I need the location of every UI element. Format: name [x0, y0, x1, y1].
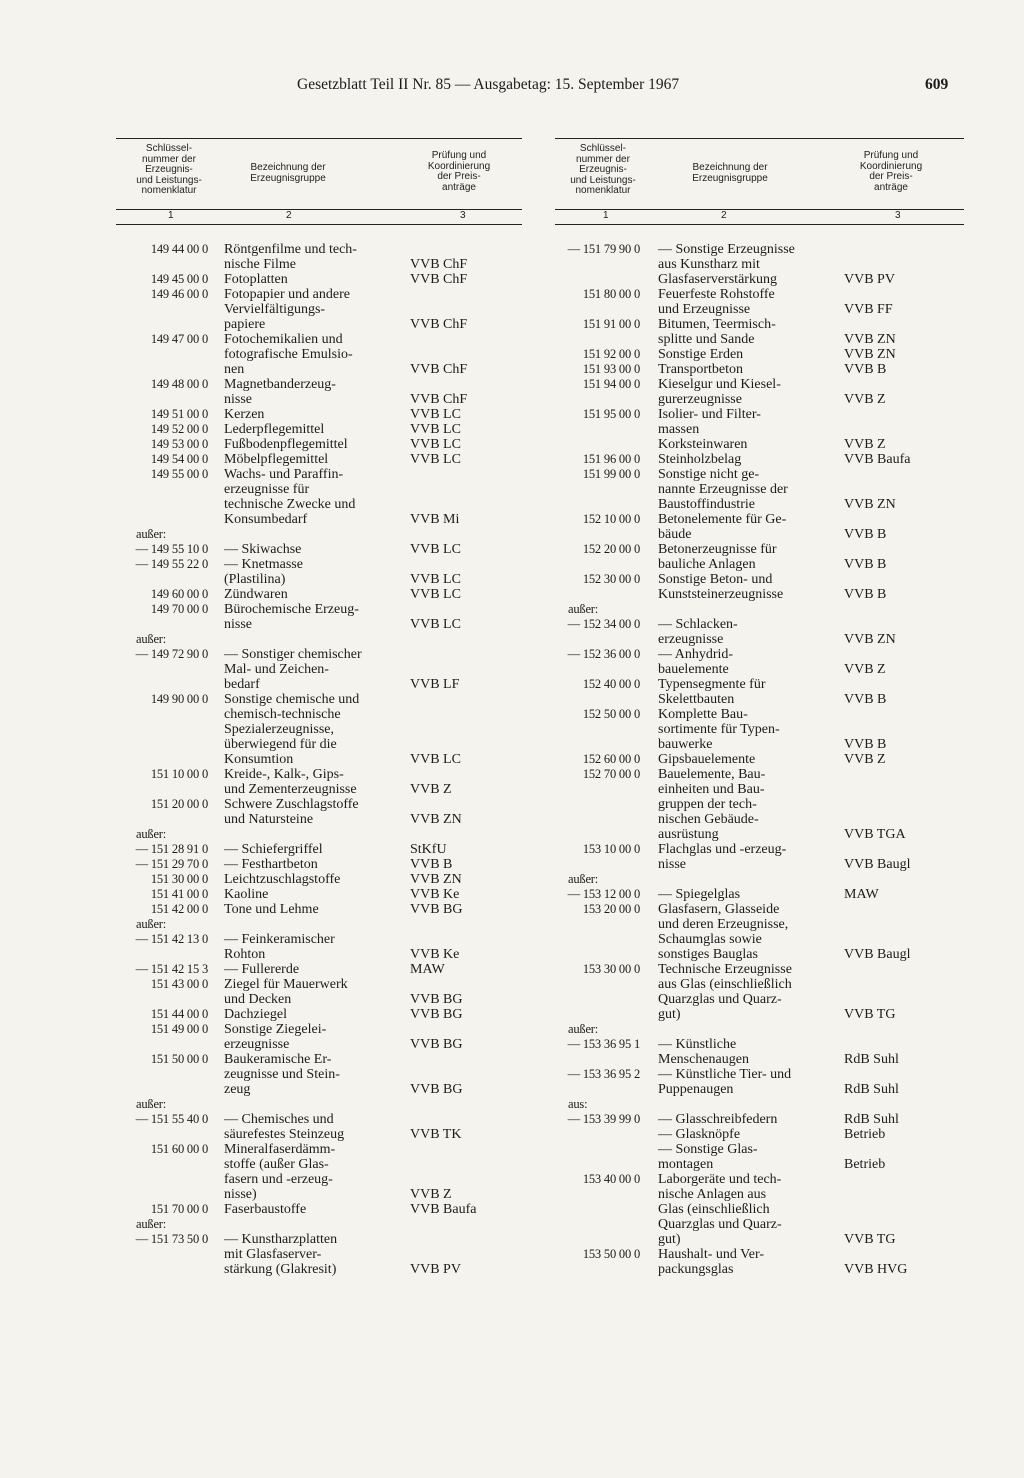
product-group-name [658, 1022, 844, 1037]
table-row [555, 407, 964, 452]
table-row [555, 1142, 964, 1172]
review-authority: VVB Baufa [844, 452, 911, 467]
table-row [555, 752, 964, 767]
product-group-name: — Anhydrid- bauelemente [658, 647, 734, 677]
key-number: — 153 36 95 1 [567, 1037, 640, 1051]
product-group-name [658, 872, 844, 887]
product-group-name: Lederpflegemittel [224, 422, 325, 437]
table-row [116, 587, 522, 602]
exception-label-row [555, 602, 964, 617]
key-number: 149 54 00 0 [150, 452, 208, 466]
review-authority: VVB PV [410, 1262, 461, 1277]
product-group-name: Kieselgur und Kiesel- gurerzeugnisse [658, 377, 781, 407]
product-group-name: — Glasknöpfe [658, 1127, 741, 1142]
review-authority: VVB ChF [410, 317, 468, 332]
key-number: — 153 36 95 2 [567, 1067, 640, 1081]
table-row [555, 767, 964, 842]
product-group-name: — Künstliche Menschenaugen [658, 1037, 749, 1067]
key-number: außer: [136, 917, 167, 931]
key-number: — 149 72 90 0 [135, 647, 208, 661]
table-row [555, 347, 964, 362]
table-row [116, 467, 522, 527]
review-authority: VVB Z [844, 752, 886, 767]
key-number: 149 90 00 0 [150, 692, 208, 706]
key-number: 149 53 00 0 [150, 437, 208, 451]
header-price-review: Prüfung und Koordinierung der Preis- anträge [427, 150, 491, 193]
left-table-rows [116, 242, 522, 1277]
key-number: — 151 42 15 3 [135, 962, 208, 976]
table-row [555, 617, 964, 647]
product-group-name: Kerzen [224, 407, 265, 422]
table-row [116, 767, 522, 797]
review-authority: VVB BG [410, 992, 463, 1007]
table-row [555, 1172, 964, 1247]
key-number: — 149 55 22 0 [135, 557, 208, 571]
review-authority: VVB Ke [410, 947, 460, 962]
product-group-name: — Chemisches und säurefestes Steinzeug [224, 1112, 345, 1142]
key-number: 151 20 00 0 [150, 797, 208, 811]
key-number: 153 40 00 0 [582, 1172, 640, 1186]
review-authority: VVB Z [844, 662, 886, 677]
review-authority: VVB ChF [410, 257, 468, 272]
key-number: 149 44 00 0 [150, 242, 208, 256]
product-group-name: Sonstige chemische und chemisch-technische Spezialerzeugnisse, überwiegend für die Konsumtion [224, 692, 360, 767]
review-authority: VVB B [844, 587, 887, 602]
table-row [116, 377, 522, 407]
table-row [116, 1112, 522, 1142]
review-authority: VVB LC [410, 422, 461, 437]
key-number: 151 70 00 0 [150, 1202, 208, 1216]
header-price-review: Prüfung und Koordinierung der Preis- anträge [859, 150, 923, 193]
table-row [116, 1052, 522, 1097]
key-number: 152 30 00 0 [582, 572, 640, 586]
product-group-name: Komplette Bau- sortimente für Typen- bauwerke [658, 707, 780, 752]
product-group-name: — Sonstige Erzeugnisse aus Kunstharz mit Glasfaserverstärkung [658, 242, 795, 287]
exception-label-row [116, 917, 522, 932]
product-group-name: Faserbaustoffe [224, 1202, 307, 1217]
review-authority: VVB BG [410, 902, 463, 917]
product-group-name: Haushalt- und Ver- packungsglas [658, 1247, 764, 1277]
key-number: 151 44 00 0 [150, 1007, 208, 1021]
key-number: — 151 29 70 0 [135, 857, 208, 871]
exception-label-row [116, 827, 522, 842]
review-authority: VVB Mi [410, 512, 460, 527]
table-row [116, 1202, 522, 1217]
product-group-name: Fotopapier und andere Vervielfältigungs- papiere [224, 287, 350, 332]
product-group-name: Sonstige Erden [658, 347, 744, 362]
page-header [0, 76, 1024, 96]
key-number: außer: [136, 827, 167, 841]
key-number: 153 20 00 0 [582, 902, 640, 916]
key-number: 153 10 00 0 [582, 842, 640, 856]
review-authority: VVB LC [410, 752, 461, 767]
key-number: außer: [136, 1217, 167, 1231]
column-number-row [555, 208, 964, 225]
table-row [116, 272, 522, 287]
key-number: — 151 55 40 0 [135, 1112, 208, 1126]
table-row [555, 572, 964, 602]
table-row [116, 422, 522, 437]
right-table-rows [555, 242, 964, 1277]
review-authority: VVB ChF [410, 272, 468, 287]
key-number: — 152 34 00 0 [567, 617, 640, 631]
product-group-name: — Sonstiger chemischer Mal- und Zeichen- bedarf [224, 647, 362, 692]
key-number: 151 94 00 0 [582, 377, 640, 391]
product-group-name: Ziegel für Mauerwerk und Decken [224, 977, 348, 1007]
exception-label-row [555, 872, 964, 887]
product-group-name: — Spiegelglas [658, 887, 741, 902]
review-authority: VVB TGA [844, 827, 906, 842]
product-group-name: Feuerfeste Rohstoffe und Erzeugnisse [658, 287, 775, 317]
product-group-name: Leichtzuschlagstoffe [224, 872, 341, 887]
product-group-name: Möbelpflegemittel [224, 452, 329, 467]
column-number-1: 1 [603, 210, 609, 221]
review-authority: VVB B [844, 362, 887, 377]
review-authority: Betrieb [844, 1157, 886, 1172]
table-row [116, 902, 522, 917]
table-row [555, 287, 964, 317]
key-number: — 151 42 13 0 [135, 932, 208, 946]
product-group-name: Typensegmente für Skelettbauten [658, 677, 766, 707]
review-authority: VVB Ke [410, 887, 460, 902]
key-number: außer: [136, 632, 167, 646]
product-group-name: Betonerzeugnisse für bauliche Anlagen [658, 542, 777, 572]
product-group-name: — Feinkeramischer Rohton [224, 932, 335, 962]
review-authority: VVB TK [410, 1127, 462, 1142]
product-group-name: Laborgeräte und tech- nische Anlagen aus Glas (einschließlich Quarzglas und Quarz- gut) [658, 1172, 782, 1247]
key-number: 149 55 00 0 [150, 467, 208, 481]
table-row [116, 557, 522, 587]
table-row [555, 452, 964, 467]
review-authority: Betrieb [844, 1127, 886, 1142]
key-number: — 152 36 00 0 [567, 647, 640, 661]
review-authority: VVB LC [410, 407, 461, 422]
review-authority: VVB BG [410, 1037, 463, 1052]
product-group-name: — Kunstharzplatten mit Glasfaserver- stärkung (Glakresit) [224, 1232, 338, 1277]
header-key-number: Schlüssel- nummer der Erzeugnis- und Leistungs- nomenklatur [570, 143, 636, 196]
table-row [116, 602, 522, 632]
table-header [555, 138, 964, 210]
table-row [555, 1112, 964, 1127]
key-number: 151 93 00 0 [582, 362, 640, 376]
table-row [555, 1037, 964, 1067]
review-authority: VVB Z [410, 782, 452, 797]
review-authority: VVB Baugl [844, 947, 911, 962]
product-group-name: Bürochemische Erzeug- nisse [224, 602, 359, 632]
review-authority: VVB Baugl [844, 857, 911, 872]
product-group-name [224, 1097, 409, 1112]
table-row [116, 857, 522, 872]
key-number: — 149 55 10 0 [135, 542, 208, 556]
key-number: — 151 28 91 0 [135, 842, 208, 856]
key-number: 151 91 00 0 [582, 317, 640, 331]
key-number: 151 50 00 0 [150, 1052, 208, 1066]
product-group-name: Gipsbauelemente [658, 752, 756, 767]
key-number: 149 48 00 0 [150, 377, 208, 391]
key-number: 149 46 00 0 [150, 287, 208, 301]
review-authority: StKfU [410, 842, 447, 857]
product-group-name: Fotoplatten [224, 272, 288, 287]
table-row [116, 332, 522, 377]
review-authority: VVB Z [844, 392, 886, 407]
table-row [555, 1067, 964, 1097]
key-number: — 151 79 90 0 [567, 242, 640, 256]
review-authority: RdB Suhl [844, 1052, 899, 1067]
table-row [555, 362, 964, 377]
key-number: 151 43 00 0 [150, 977, 208, 991]
table-row [555, 542, 964, 572]
product-group-name: Transportbeton [658, 362, 744, 377]
review-authority: VVB ZN [410, 812, 462, 827]
table-row [116, 887, 522, 902]
product-group-name: Zündwaren [224, 587, 288, 602]
key-number: 152 50 00 0 [582, 707, 640, 721]
key-number: außer: [136, 1097, 167, 1111]
table-header [116, 138, 522, 210]
table-row [555, 647, 964, 677]
header-title: Gesetzblatt Teil II Nr. 85 — Ausgabetag: 15. September 1967 [297, 76, 680, 93]
review-authority: MAW [410, 962, 445, 977]
product-group-name: Flachglas und -erzeug- nisse [658, 842, 787, 872]
product-group-name: Bitumen, Teermisch- splitte und Sande [658, 317, 776, 347]
table-row [555, 467, 964, 512]
key-number: 149 47 00 0 [150, 332, 208, 346]
table-row [116, 932, 522, 962]
review-authority: VVB LC [410, 542, 461, 557]
product-group-name: — Sonstige Glas- montagen [658, 1142, 758, 1172]
review-authority: VVB LC [410, 617, 461, 632]
review-authority: RdB Suhl [844, 1112, 899, 1127]
review-authority: MAW [844, 887, 879, 902]
key-number: 151 96 00 0 [582, 452, 640, 466]
table-row [116, 1232, 522, 1277]
product-group-name: — Skiwachse [224, 542, 302, 557]
key-number: 151 92 00 0 [582, 347, 640, 361]
key-number: außer: [568, 1022, 599, 1036]
product-group-name [658, 1097, 844, 1112]
product-group-name: — Fullererde [224, 962, 300, 977]
key-number: 152 60 00 0 [582, 752, 640, 766]
key-number: 151 42 00 0 [150, 902, 208, 916]
review-authority: VVB ZN [410, 872, 462, 887]
product-group-name: Mineralfaserdämm- stoffe (außer Glas- fasern und -erzeug- nisse) [224, 1142, 336, 1202]
key-number: 149 70 00 0 [150, 602, 208, 616]
review-authority: VVB LC [410, 452, 461, 467]
table-row [555, 377, 964, 407]
product-group-name: Betonelemente für Ge- bäude [658, 512, 787, 542]
key-number: — 153 12 00 0 [567, 887, 640, 901]
product-group-name: Sonstige nicht ge- nannte Erzeugnisse der Baustoffindustrie [658, 467, 788, 512]
table-row [116, 287, 522, 332]
table-row [555, 677, 964, 707]
review-authority: VVB B [844, 557, 887, 572]
key-number: 149 60 00 0 [150, 587, 208, 601]
review-authority: VVB LC [410, 437, 461, 452]
table-row [116, 797, 522, 827]
product-group-name: Glasfasern, Glasseide und deren Erzeugnisse, Schaumglas sowie sonstiges Bauglas [658, 902, 789, 962]
key-number: 149 51 00 0 [150, 407, 208, 421]
table-row [116, 242, 522, 272]
product-group-name: — Glasschreibfedern [658, 1112, 778, 1127]
review-authority: VVB Baufa [410, 1202, 477, 1217]
product-group-name: Fußbodenpflegemittel [224, 437, 348, 452]
key-number: außer: [568, 602, 599, 616]
product-group-name: Schwere Zuschlagstoffe und Natursteine [224, 797, 359, 827]
key-number: 151 60 00 0 [150, 1142, 208, 1156]
review-authority: VVB B [410, 857, 453, 872]
review-authority: VVB B [844, 692, 887, 707]
product-group-name: Wachs- und Paraffin- erzeugnisse für technische Zwecke und Konsumbedarf [224, 467, 356, 527]
table-row [116, 1022, 522, 1052]
column-number-3: 3 [460, 210, 466, 221]
product-group-name: Kreide-, Kalk-, Gips- und Zementerzeugnisse [224, 767, 357, 797]
column-number-row [116, 208, 522, 225]
table-row [116, 1142, 522, 1202]
key-number: 152 40 00 0 [582, 677, 640, 691]
review-authority: VVB B [844, 527, 887, 542]
product-group-name: Sonstige Beton- und Kunststeinerzeugnisse [658, 572, 784, 602]
product-group-name [224, 917, 409, 932]
column-number-3: 3 [895, 210, 901, 221]
header-designation: Bezeichnung der Erzeugnisgruppe [692, 162, 768, 184]
review-authority: VVB FF [844, 302, 893, 317]
review-authority: VVB ZN [844, 497, 896, 512]
header-designation: Bezeichnung der Erzeugnisgruppe [250, 162, 326, 184]
exception-label-row [555, 1022, 964, 1037]
key-number: 151 49 00 0 [150, 1022, 208, 1036]
review-authority: VVB ZN [844, 347, 896, 362]
key-number: 152 10 00 0 [582, 512, 640, 526]
key-number: aus: [568, 1097, 588, 1111]
product-group-name [224, 632, 409, 647]
key-number: 152 70 00 0 [582, 767, 640, 781]
product-group-name: Fotochemikalien und fotografische Emulsio- nen [224, 332, 353, 377]
product-group-name [224, 827, 409, 842]
product-group-name: — Künstliche Tier- und Puppenaugen [658, 1067, 792, 1097]
review-authority: VVB LF [410, 677, 460, 692]
exception-label-row [116, 1097, 522, 1112]
table-row [116, 692, 522, 767]
review-authority: VVB TG [844, 1232, 896, 1247]
review-authority: VVB Z [844, 437, 886, 452]
key-number: 151 95 00 0 [582, 407, 640, 421]
key-number: 151 80 00 0 [582, 287, 640, 301]
table-row [116, 977, 522, 1007]
header-key-number: Schlüssel- nummer der Erzeugnis- und Leistungs- nomenklatur [136, 143, 202, 196]
key-number: 151 10 00 0 [150, 767, 208, 781]
product-group-name: Tone und Lehme [224, 902, 319, 917]
table-row [555, 1247, 964, 1277]
product-group-name: — Schiefergriffel [224, 842, 323, 857]
review-authority: RdB Suhl [844, 1082, 899, 1097]
product-group-name: Isolier- und Filter- massen Korksteinwaren [658, 407, 761, 452]
product-group-name: — Schlacken- erzeugnisse [658, 617, 738, 647]
key-number: — 153 39 99 0 [567, 1112, 640, 1126]
column-number-2: 2 [721, 210, 727, 221]
column-number-1: 1 [168, 210, 174, 221]
product-group-name: Sonstige Ziegelei- erzeugnisse [224, 1022, 327, 1052]
table-row [555, 962, 964, 1022]
table-row [555, 1127, 964, 1142]
key-number: außer: [136, 527, 167, 541]
review-authority: VVB Z [410, 1187, 452, 1202]
review-authority: VVB LC [410, 572, 461, 587]
review-authority: VVB TG [844, 1007, 896, 1022]
key-number: 149 45 00 0 [150, 272, 208, 286]
exception-label-row [116, 1217, 522, 1232]
product-group-name: Kaoline [224, 887, 269, 902]
table-row [116, 452, 522, 467]
review-authority: VVB LC [410, 587, 461, 602]
product-group-name: Dachziegel [224, 1007, 287, 1022]
key-number: 152 20 00 0 [582, 542, 640, 556]
product-group-name: Technische Erzeugnisse aus Glas (einschließlich Quarzglas und Quarz- gut) [658, 962, 792, 1022]
exception-label-row [116, 527, 522, 542]
table-row [116, 647, 522, 692]
table-row [555, 887, 964, 902]
column-number-2: 2 [286, 210, 292, 221]
product-group-name: Baukeramische Er- zeugnisse und Stein- zeug [224, 1052, 340, 1097]
product-group-name: Magnetbanderzeug- nisse [224, 377, 336, 407]
table-row [116, 1007, 522, 1022]
table-row [116, 437, 522, 452]
table-row [555, 317, 964, 347]
key-number: 153 30 00 0 [582, 962, 640, 976]
table-row [555, 707, 964, 752]
key-number: 149 52 00 0 [150, 422, 208, 436]
key-number: 151 41 00 0 [150, 887, 208, 901]
exception-label-row [555, 1097, 964, 1112]
exception-label-row [116, 632, 522, 647]
review-authority: VVB B [844, 737, 887, 752]
table-row [555, 902, 964, 962]
product-group-name [224, 527, 409, 542]
review-authority: VVB HVG [844, 1262, 908, 1277]
table-row [116, 872, 522, 887]
table-row [555, 242, 964, 287]
table-row [555, 842, 964, 872]
product-group-name: Bauelemente, Bau- einheiten und Bau- gruppen der tech- nischen Gebäude- ausrüstung [658, 767, 766, 842]
review-authority: VVB ChF [410, 362, 468, 377]
review-authority: VVB PV [844, 272, 895, 287]
key-number: außer: [568, 872, 599, 886]
product-group-name: — Knetmasse (Plastilina) [224, 557, 303, 587]
table-row [555, 512, 964, 542]
key-number: — 151 73 50 0 [135, 1232, 208, 1246]
review-authority: VVB ChF [410, 392, 468, 407]
review-authority: VVB BG [410, 1007, 463, 1022]
review-authority: VVB BG [410, 1082, 463, 1097]
table-row [116, 962, 522, 977]
product-group-name [224, 1217, 409, 1232]
table-row [116, 842, 522, 857]
key-number: 153 50 00 0 [582, 1247, 640, 1261]
key-number: 151 30 00 0 [150, 872, 208, 886]
table-row [116, 542, 522, 557]
product-group-name [658, 602, 844, 617]
key-number: 151 99 00 0 [582, 467, 640, 481]
product-group-name: Steinholzbelag [658, 452, 742, 467]
page-number: 609 [925, 76, 949, 93]
product-group-name: Röntgenfilme und tech- nische Filme [224, 242, 357, 272]
review-authority: VVB ZN [844, 332, 896, 347]
review-authority: VVB ZN [844, 632, 896, 647]
table-row [116, 407, 522, 422]
product-group-name: — Festhartbeton [224, 857, 318, 872]
